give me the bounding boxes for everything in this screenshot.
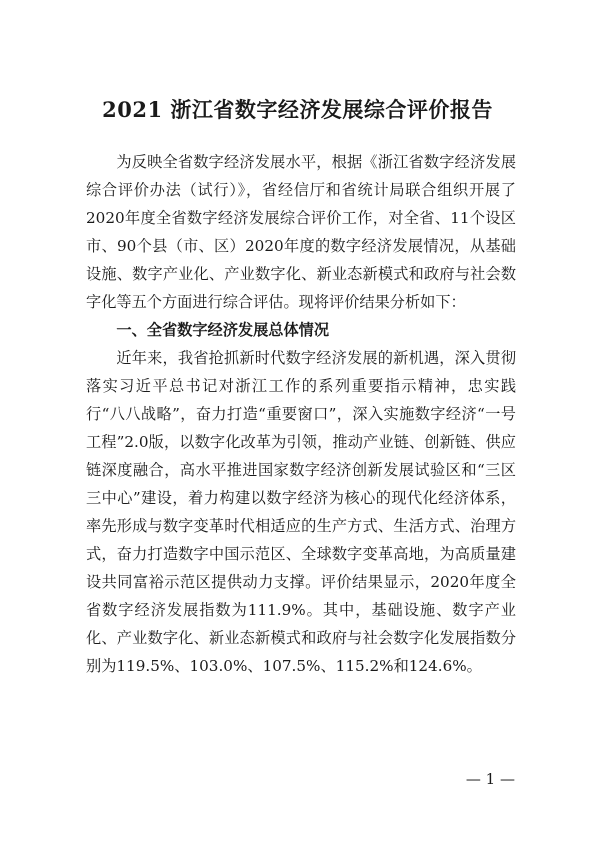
page-number: — 1 — xyxy=(465,770,515,788)
section-heading: 一、全省数字经济发展总体情况 xyxy=(116,321,330,339)
document-title: 2021 浙江省数字经济发展综合评价报告 xyxy=(102,97,493,122)
intro-paragraph: 为反映全省数字经济发展水平，根据《浙江省数字经济发展综合评价办法（试行）》，省经信厅和省统计局联合组织开展了2020年度全省数字经济发展综合评价工作，对全省、11个设区市、90个县（市、区）2020年度的数字经济发展情况，从基础设施、数字产业化、产业数字化、新业态新模式和政府与社会数字化等五个方面进行综合评估。现将评价结果分析如下： xyxy=(86,153,516,311)
document-body xyxy=(86,148,516,680)
section-paragraph: 近年来，我省抢抓新时代数字经济发展的新机遇，深入贯彻落实习近平总书记对浙江工作的系列重要指示精神，忠实践行“八八战略”，奋力打造“重要窗口”，深入实施数字经济“一号工程”2.0版，以数字化改革为引领，推动产业链、创新链、供应链深度融合，高水平推进国家数字经济创新发展试验区和“三区三中心”建设，着力构建以数字经济为核心的现代化经济体系，率先形成与数字变革时代相适应的生产方式、生活方式、治理方式，奋力打造数字中国示范区、全球数字变革高地，为高质量建设共同富裕示范区提供动力支撑。评价结果显示，2020年度全省数字经济发展指数为111.9%。其中，基础设施、数字产业化、产业数字化、新业态新模式和政府与社会数字化发展指数分别为119.5%、103.0%、107.5%、115.2%和124.6%。 xyxy=(86,349,516,675)
